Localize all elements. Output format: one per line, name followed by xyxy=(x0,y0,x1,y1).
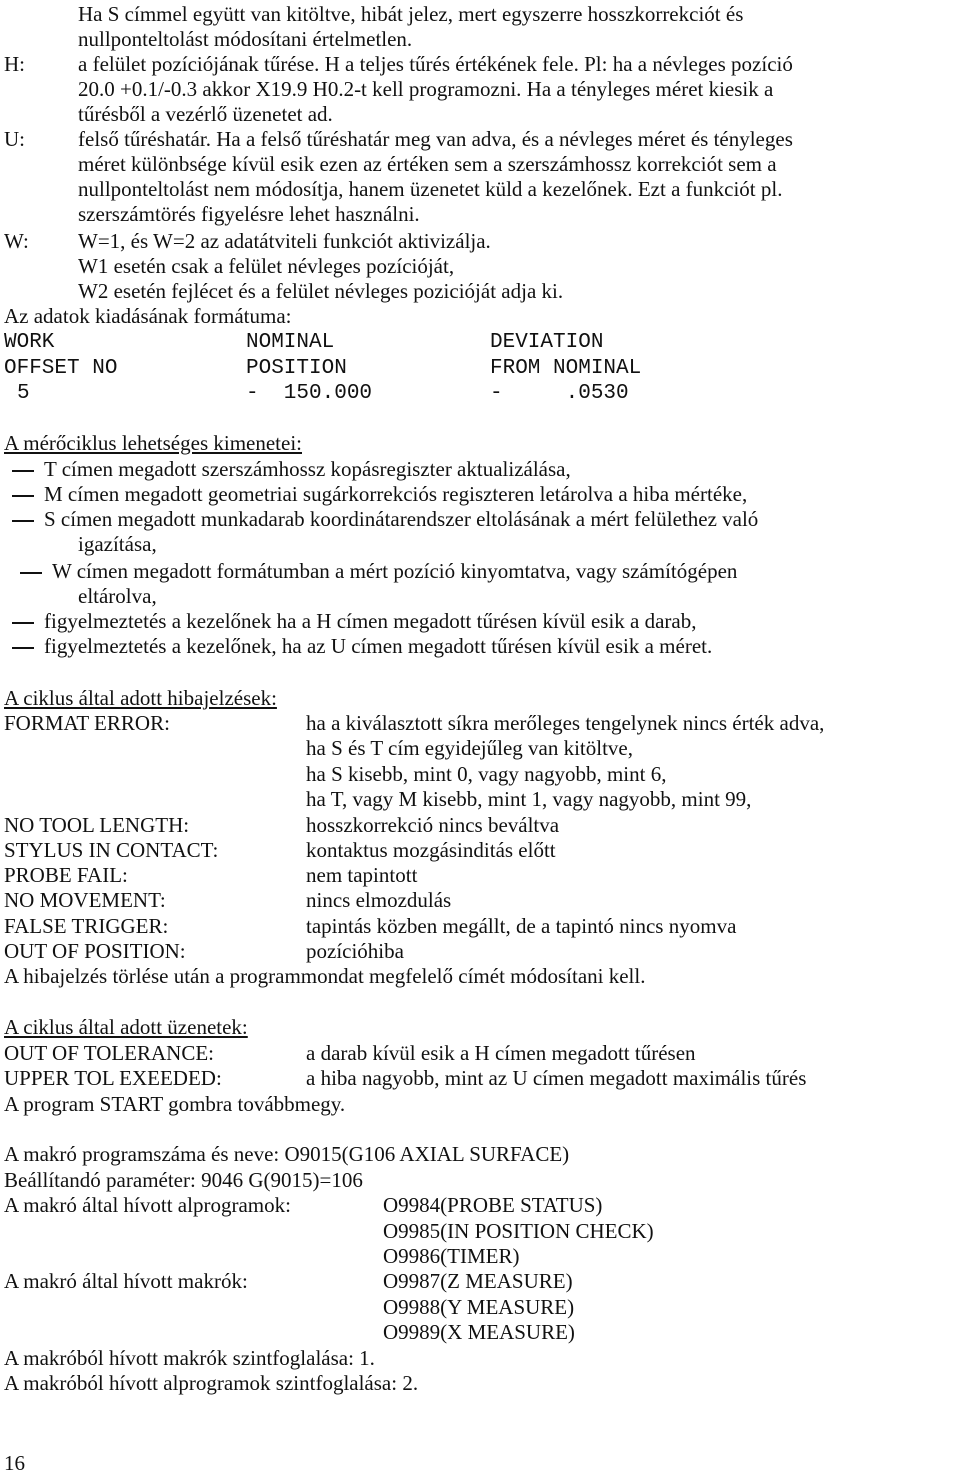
param-s-line: nullponteltolást módosítani értelmetlen. xyxy=(78,27,413,51)
message-code: UPPER TOL EXEEDED: xyxy=(4,1066,222,1090)
dash-bullet xyxy=(12,495,34,497)
output-item: M címen megadott geometriai sugárkorrekciós regiszteren letárolva a hiba mértéke, xyxy=(44,482,748,506)
error-code: PROBE FAIL: xyxy=(4,863,128,887)
format-cell: - 150.000 xyxy=(246,382,373,405)
param-h-label: H: xyxy=(4,52,25,76)
param-u-line: nullponteltolást nem módosítja, hanem üzenetet küld a kezelőnek. Ezt a funkciót pl. xyxy=(78,177,783,201)
macro-level: A makróból hívott makrók szintfoglalása: 1. xyxy=(4,1346,375,1370)
param-s-line: Ha S címmel együtt van kitöltve, hibát jelez, mert egyszerre hosszkorrekciót és xyxy=(78,2,744,26)
error-desc: ha a kiválasztott síkra merőleges tengelynek nincs érték adva, xyxy=(306,711,825,735)
macro-macros-label: A makró által hívott makrók: xyxy=(4,1269,248,1293)
error-code: FALSE TRIGGER: xyxy=(4,914,169,938)
param-u-line: szerszámtörés figyelésre lehet használni. xyxy=(78,202,420,226)
error-desc: tapintás közben megállt, de a tapintó nincs nyomva xyxy=(306,914,737,938)
macro-macro: O9989(X MEASURE) xyxy=(383,1320,575,1344)
message-code: OUT OF TOLERANCE: xyxy=(4,1041,215,1065)
dash-bullet xyxy=(20,572,42,574)
error-code: NO TOOL LENGTH: xyxy=(4,813,190,837)
errors-title: A ciklus által adott hibajelzések: xyxy=(4,686,277,710)
error-desc: hosszkorrekció nincs beváltva xyxy=(306,813,560,837)
output-item: figyelmeztetés a kezelőnek ha a H címen megadott tűrésen kívül esik a darab, xyxy=(44,609,697,633)
macro-subprog: O9984(PROBE STATUS) xyxy=(383,1193,603,1217)
format-cell: 5 xyxy=(17,382,30,405)
format-cell: WORK xyxy=(4,331,55,354)
messages-note: A program START gombra továbbmegy. xyxy=(4,1092,346,1116)
param-h-line: 20.0 +0.1/-0.3 akkor X19.9 H0.2-t kell programozni. Ha a tényleges méret kiesik a xyxy=(78,77,774,101)
errors-note: A hibajelzés törlése után a programmondat megfelelő címét módosítani kell. xyxy=(4,964,646,988)
format-cell: DEVIATION xyxy=(490,331,604,354)
messages-title: A ciklus által adott üzenetek: xyxy=(4,1015,248,1039)
message-desc: a hiba nagyobb, mint az U címen megadott maximális tűrés xyxy=(306,1066,807,1090)
error-code: STYLUS IN CONTACT: xyxy=(4,838,219,862)
error-desc: kontaktus mozgásinditás előtt xyxy=(306,838,556,862)
outputs-title: A mérőciklus lehetséges kimenetei: xyxy=(4,431,302,455)
param-w-line: W1 esetén csak a felület névleges pozícióját, xyxy=(78,254,455,278)
error-desc: ha S kisebb, mint 0, vagy nagyobb, mint 6, xyxy=(306,762,667,786)
format-title: Az adatok kiadásának formátuma: xyxy=(4,304,292,328)
error-desc: ha T, vagy M kisebb, mint 1, vagy nagyobb, mint 99, xyxy=(306,787,752,811)
output-item-cont: igazítása, xyxy=(78,532,157,556)
format-cell: POSITION xyxy=(246,357,347,380)
macro-name: A makró programszáma és neve: O9015(G106 AXIAL SURFACE) xyxy=(4,1142,570,1166)
dash-bullet xyxy=(12,520,34,522)
param-u-line: felső tűréshatár. Ha a felső tűréshatár meg van adva, és a névleges méret és tényleges xyxy=(78,127,793,151)
param-u-label: U: xyxy=(4,127,25,151)
dash-bullet xyxy=(12,622,34,624)
error-code: OUT OF POSITION: xyxy=(4,939,186,963)
param-w-line: W2 esetén fejlécet és a felület névleges pozicióját adja ki. xyxy=(78,279,564,303)
macro-macro: O9987(Z MEASURE) xyxy=(383,1269,573,1293)
output-item-cont: eltárolva, xyxy=(78,584,157,608)
macro-param: Beállítandó paraméter: 9046 G(9015)=106 xyxy=(4,1168,363,1192)
output-item: W címen megadott formátumban a mért pozíció kinyomtatva, vagy számítógépen xyxy=(52,559,738,583)
error-code: NO MOVEMENT: xyxy=(4,888,166,912)
output-item: S címen megadott munkadarab koordinátarendszer eltolásának a mért felülethez való xyxy=(44,507,759,531)
error-desc: nincs elmozdulás xyxy=(306,888,452,912)
macro-subprog: O9986(TIMER) xyxy=(383,1244,520,1268)
param-h-line: tűrésből a vezérlő üzenetet ad. xyxy=(78,102,333,126)
message-desc: a darab kívül esik a H címen megadott tűrésen xyxy=(306,1041,696,1065)
param-h-line: a felület pozíciójának tűrése. H a teljes tűrés értékének fele. Pl: ha a névleges pozíció xyxy=(78,52,793,76)
format-cell: OFFSET NO xyxy=(4,357,118,380)
page-number: 16 xyxy=(4,1451,25,1475)
format-cell: NOMINAL xyxy=(246,331,335,354)
param-w-label: W: xyxy=(4,229,29,253)
format-cell: FROM NOMINAL xyxy=(490,357,642,380)
param-w-line: W=1, és W=2 az adatátviteli funkciót aktivizálja. xyxy=(78,229,491,253)
format-cell: - .0530 xyxy=(490,382,629,405)
dash-bullet xyxy=(12,470,34,472)
dash-bullet xyxy=(12,647,34,649)
macro-level: A makróból hívott alprogramok szintfoglalása: 2. xyxy=(4,1371,419,1395)
output-item: T címen megadott szerszámhossz kopásregiszter aktualizálása, xyxy=(44,457,571,481)
error-code: FORMAT ERROR: xyxy=(4,711,170,735)
error-desc: pozícióhiba xyxy=(306,939,404,963)
error-desc: ha S és T cím egyidejűleg van kitöltve, xyxy=(306,736,633,760)
macro-subprog: O9985(IN POSITION CHECK) xyxy=(383,1219,654,1243)
output-item: figyelmeztetés a kezelőnek, ha az U címen megadott tűrésen kívül esik a méret. xyxy=(44,634,713,658)
macro-macro: O9988(Y MEASURE) xyxy=(383,1295,575,1319)
error-desc: nem tapintott xyxy=(306,863,418,887)
macro-subprog-label: A makró által hívott alprogramok: xyxy=(4,1193,291,1217)
param-u-line: méret különbsége kívül esik ezen az értéken sem a szerszámhossz korrekciót sem a xyxy=(78,152,777,176)
